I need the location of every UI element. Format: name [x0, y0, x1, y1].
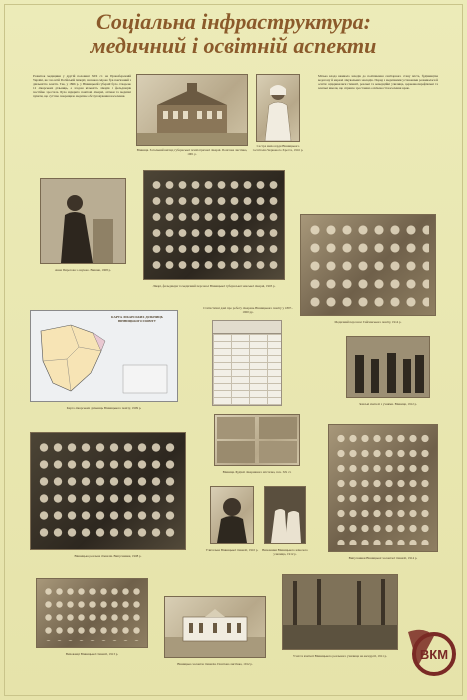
gymnasium-pupils-photo — [36, 578, 148, 648]
medical-districts-map — [30, 310, 178, 402]
svg-text:ВКМ: ВКМ — [419, 647, 449, 662]
caption-medical-staff: Лікарі, фельдшери та медичний персонал Вінницької губернської земської лікарні, 1903 р. — [152, 284, 276, 288]
graduates-class-mosaic — [328, 424, 438, 552]
left-text-column: Розвиток медицини у другій половині XIX ст. на Правобережній Україні, як і на всій Російській імперії, значною мірою був пов'язаний з діяльністю земств. Так, у 1866 р. у Вінницькій губернії було створено 12 лікарських дільниць, а згодом кількість лікарів і фельдшерів постійно зростала. Було відкрито повітові лікарні, аптеки та медичні пункти, що суттєво покращило медичне обслуговування населення. — [33, 74, 131, 98]
table-header — [213, 321, 281, 334]
caption-teachers: Земські вчителі з учнями. Вінниця, 1912 р. — [358, 402, 418, 406]
hospital-buildings-photos — [214, 414, 300, 466]
girls-school-photo — [264, 486, 306, 544]
map-outline — [31, 311, 177, 401]
statistics-table — [212, 320, 282, 406]
hospital-building-illustration — [137, 75, 247, 145]
buildings-thumbnails — [215, 415, 299, 465]
museum-logo-icon — [404, 622, 460, 684]
caption-hospital-buildings: Вінниця. Будівлі лікарняного містечка, поч. ХХ ст. — [222, 470, 292, 474]
excursion-scene — [283, 575, 397, 649]
caption-girls: Вихованки Вінницького жіночого училища, 1912 р. — [262, 548, 308, 556]
caption-woman: Анна Пирогова з онукою. Вишня, 1908 р. — [54, 268, 112, 272]
poster-title-line2: медичний і освітній аспекти — [90, 33, 377, 58]
teacher-figure — [211, 487, 253, 543]
gymnasium-postcard-photo — [164, 596, 266, 658]
caption-teacher: Учителька Вінницької гімназії, 1910 р. — [205, 548, 259, 552]
district-staff-group-photo — [300, 214, 436, 316]
gymnasium-building-illustration — [165, 597, 265, 657]
nurse-portrait-photo — [256, 74, 300, 142]
woman-portrait-photo — [40, 178, 126, 264]
caption-gymnasium-graduates: Вінницька реальна гімназія. Випускники, 1908 р. — [74, 554, 142, 558]
teachers-figures — [347, 337, 429, 397]
poster-title-line1: Соціальна інфраструктура: — [96, 9, 371, 34]
poster-title — [0, 10, 467, 58]
caption-nurse: Сестра милосердя Вінницького госпіталю Червоного Хреста, 1916 р. — [252, 144, 304, 152]
caption-statistics: Статистичні дані про роботу лікарень Вінницького повіту у 1897–1900 рр. — [203, 306, 293, 314]
caption-map: Карта лікарських дільниць Вінницького повіту, 1909 р. — [66, 406, 142, 410]
right-text-column: Міська влада вживала заходів до поліпшення санітарного стану міста, будівництва водогону й мережі лікувальних закладів. Поряд з медичними установами розвивалася й освіта: відкривалися гімназії, реальні та комерційні училища, церковнопарафіяльні та земські школи, що сприяло зростанню освіченості населення краю. — [318, 74, 438, 90]
caption-hospital: Вінниця. Загальний вигляд губернської психіатричної лікарні. Поштова листівка, 1901 р. — [136, 148, 248, 156]
girls-figures — [265, 487, 305, 543]
teacher-portrait-photo — [210, 486, 254, 544]
medical-staff-group-photo — [143, 170, 285, 280]
woman-figure — [41, 179, 125, 263]
teachers-pupils-photo — [346, 336, 430, 398]
gymnasium-graduates-mosaic — [30, 432, 186, 550]
caption-gymnasium-postcard: Вінницька чоловіча гімназія. Поштова листівка, 1912 р. — [177, 662, 253, 666]
map-title: КАРТА ЛІКАРСЬКИХ ДІЛЬНИЦЬ ВІННИЦЬКОГО ПОВІТУ — [111, 315, 163, 323]
caption-district-staff: Медичний персонал Гайсинського повіту, 1914 р. — [334, 320, 402, 324]
hospital-postcard-photo — [136, 74, 248, 146]
nurse-figure — [257, 75, 299, 141]
caption-graduates: Випускники Вінницької чоловічої гімназії, 1914 р. — [348, 556, 418, 560]
caption-excursion: Учні та вчителі Вінницького реального училища на екскурсії, 1911 р. — [293, 654, 387, 658]
caption-gymnasium-pupils: Вихованці Вінницької гімназії, 1913 р. — [65, 652, 119, 656]
excursion-photo — [282, 574, 398, 650]
